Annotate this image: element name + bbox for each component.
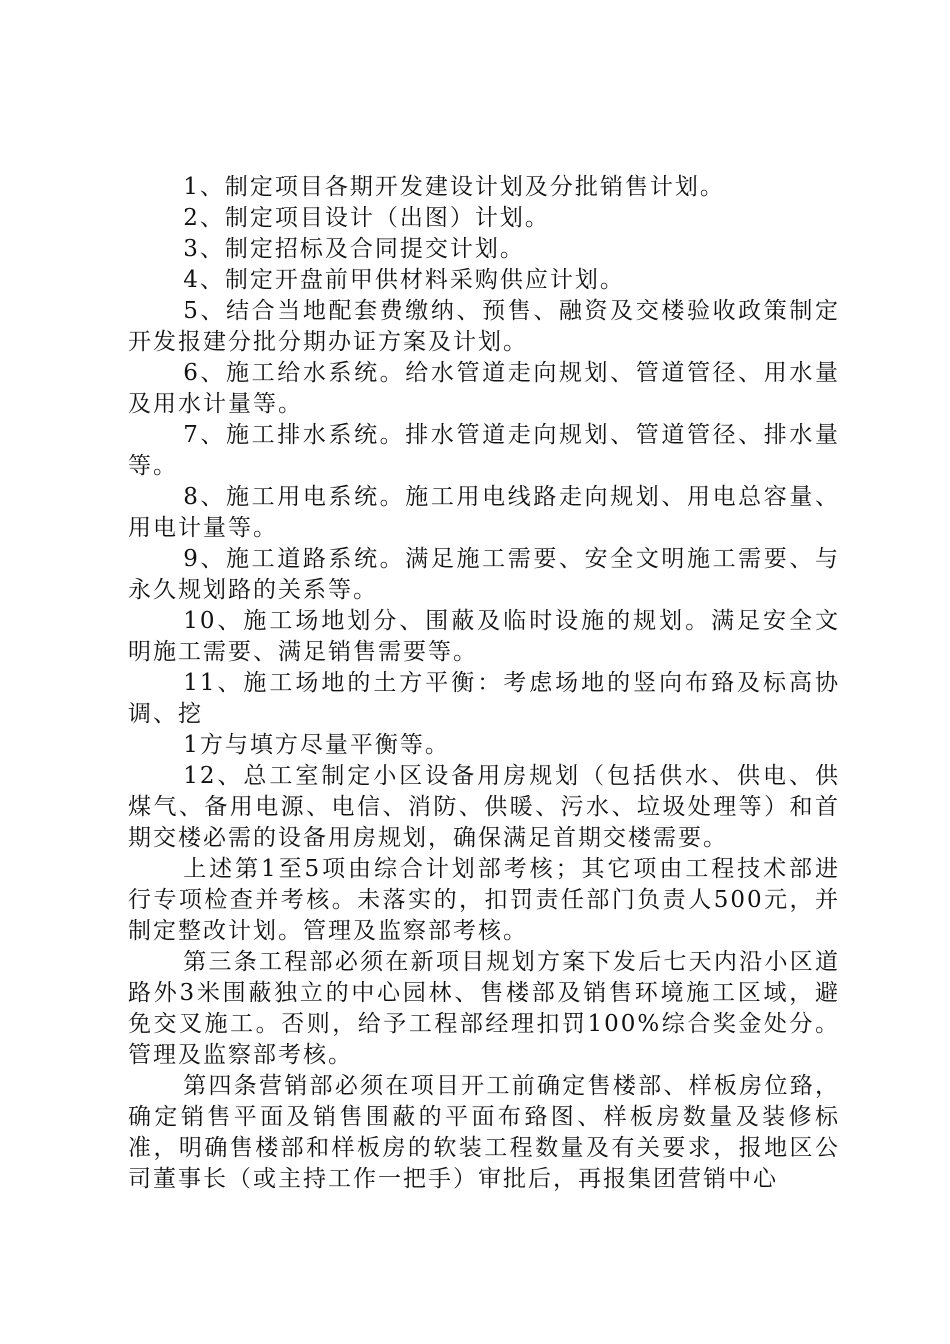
paragraph-item-2: 2、制定项目设计（出图）计划。 [183, 205, 550, 231]
paragraph-item-3: 3、制定招标及合同提交计划。 [183, 236, 525, 262]
paragraph-item-7: 7、施工排水系统。排水管道走向规划、管道管径、排水量等。 [128, 422, 840, 479]
paragraph-item-4: 4、制定开盘前甲供材料采购供应计划。 [183, 267, 625, 293]
paragraph-item-8: 8、施工用电系统。施工用电线路走向规划、用电总容量、用电计量等。 [128, 484, 840, 541]
paragraph-item-1: 1、制定项目各期开发建设计划及分批销售计划。 [183, 174, 725, 200]
paragraph-article-four: 第四条营销部必须在项目开工前确定售楼部、样板房位臵，确定销售平面及销售围蔽的平面布臵图、样板房数量及装修标准，明确售楼部和样板房的软装工程数量及有关要求，报地区公司董事长（或主持工作一把手）审批后，再报集团营销中心 [128, 1073, 840, 1192]
paragraph-item-5: 5、结合当地配套费缴纳、预售、融资及交楼验收政策制定开发报建分批分期办证方案及计划。 [128, 298, 840, 355]
paragraph-item-11: 11、施工场地的土方平衡：考虑场地的竖向布臵及标高协调、挖 [128, 670, 840, 727]
paragraph-item-9: 9、施工道路系统。满足施工需要、安全文明施工需要、与永久规划路的关系等。 [128, 546, 840, 603]
paragraph-item-11-continued: 1方与填方尽量平衡等。 [183, 732, 450, 758]
paragraph-assessment-note: 上述第1至5项由综合计划部考核；其它项由工程技术部进行专项检查并考核。未落实的，扣罚责任部门负责人500元，并制定整改计划。管理及监察部考核。 [128, 856, 840, 944]
paragraph-item-6: 6、施工给水系统。给水管道走向规划、管道管径、用水量及用水计量等。 [128, 360, 840, 417]
paragraph-item-10: 10、施工场地划分、围蔽及临时设施的规划。满足安全文明施工需要、满足销售需要等。 [128, 608, 840, 665]
paragraph-item-12: 12、总工室制定小区设备用房规划（包括供水、供电、供煤气、备用电源、电信、消防、供暖、污水、垃圾处理等）和首期交楼必需的设备用房规划，确保满足首期交楼需要。 [128, 763, 840, 851]
paragraph-article-three: 第三条工程部必须在新项目规划方案下发后七天内沿小区道路外3米围蔽独立的中心园林、售楼部及销售环境施工区域，避免交叉施工。否则，给予工程部经理扣罚100%综合奖金处分。管理及监察部考核。 [128, 949, 840, 1068]
document-body [128, 172, 840, 1195]
